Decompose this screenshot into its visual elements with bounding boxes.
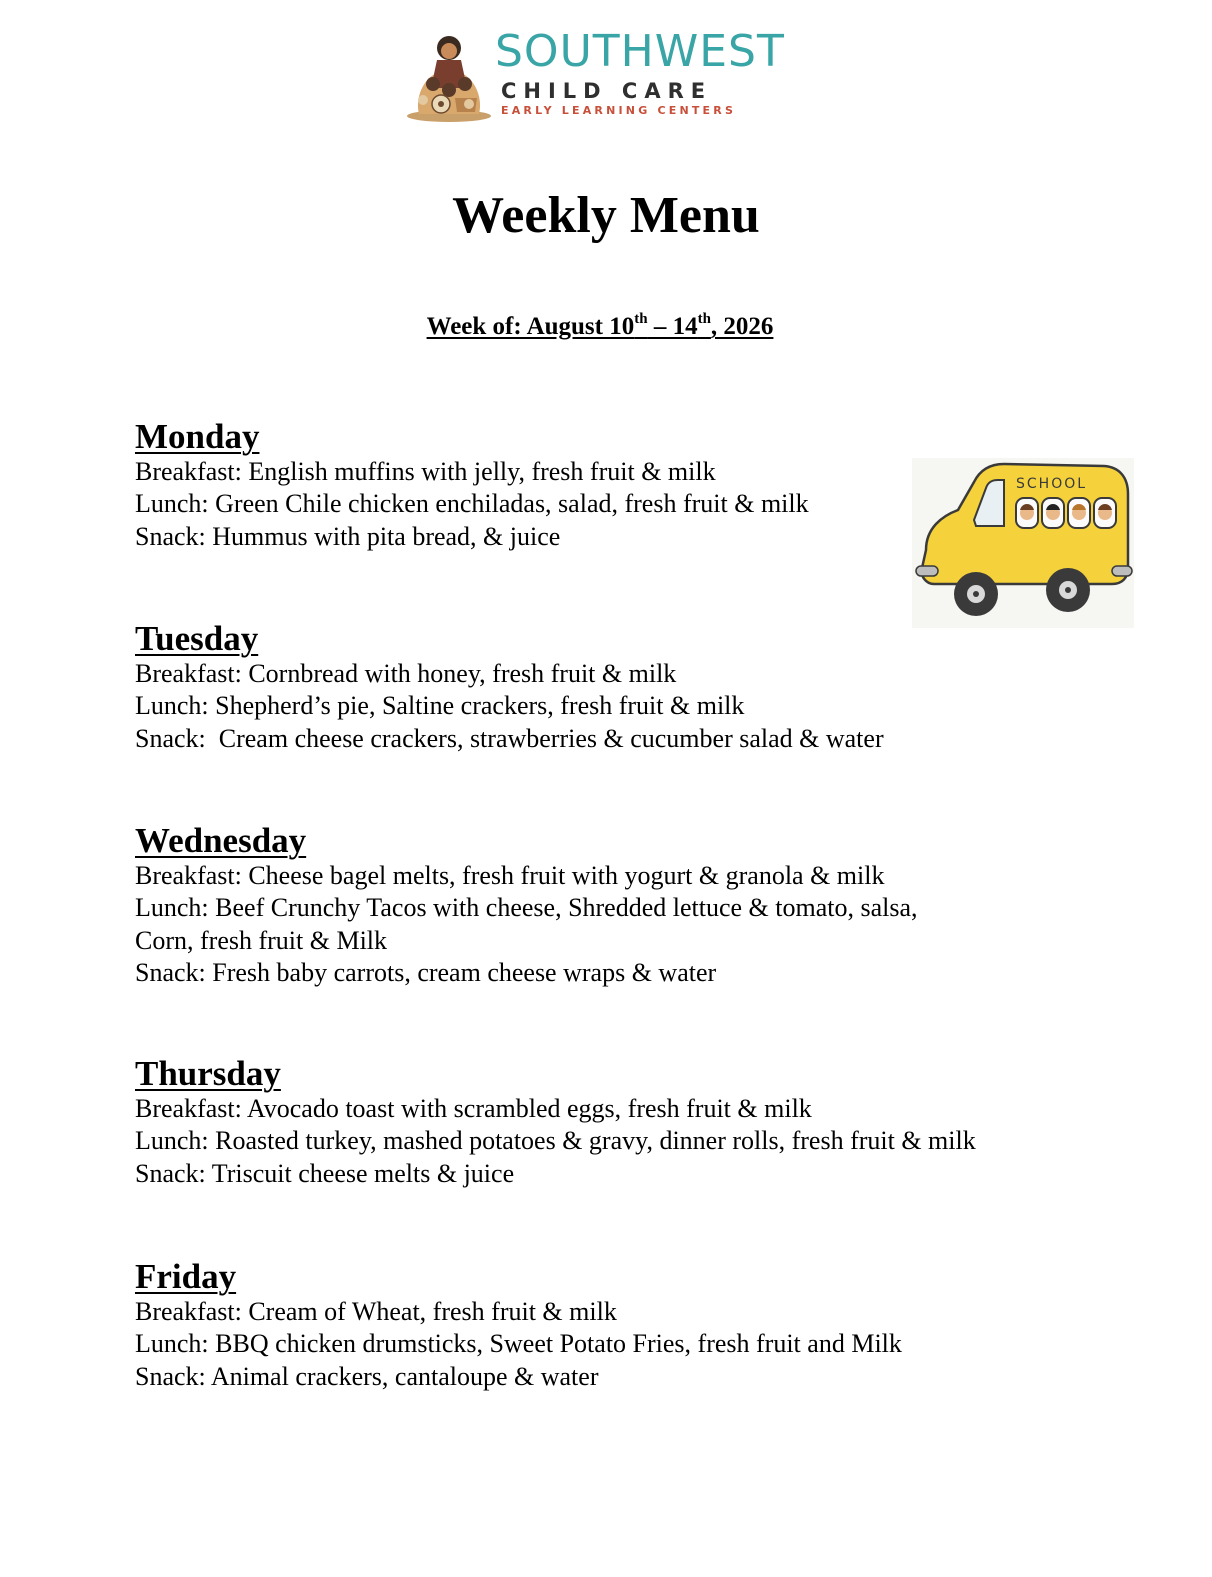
day-section-tuesday — [135, 620, 1135, 755]
meal-snack: Snack: Hummus with pita bread, & juice — [135, 521, 561, 551]
day-heading: Friday — [135, 1257, 237, 1296]
meal-snack: Snack: Animal crackers, cantaloupe & water — [135, 1361, 599, 1391]
logo-name: SOUTHWEST — [495, 26, 785, 77]
school-bus-icon — [912, 458, 1134, 628]
meal-breakfast: Breakfast: Cheese bagel melts, fresh fruit with yogurt & granola & milk — [135, 861, 885, 890]
child-care-logo-icon — [405, 28, 493, 123]
day-section-friday — [135, 1258, 1135, 1393]
day-section-wednesday — [135, 822, 1135, 990]
meal-snack: Snack: Cream cheese crackers, strawberries & cucumber salad & water — [135, 723, 884, 753]
meal-lunch-continued: Corn, fresh fruit & Milk — [135, 925, 388, 955]
meal-snack: Snack: Fresh baby carrots, cream cheese wraps & water — [135, 958, 717, 988]
week-sup-2: th — [697, 311, 711, 327]
meal-breakfast: Breakfast: Avocado toast with scrambled eggs, fresh fruit & milk — [135, 1094, 812, 1123]
week-sup-1: th — [634, 311, 648, 327]
meal-lunch: Lunch: Beef Crunchy Tacos with cheese, Shredded lettuce & tomato, salsa, — [135, 893, 918, 923]
week-of-heading — [0, 310, 1200, 344]
day-heading: Thursday — [135, 1054, 281, 1093]
meal-lunch: Lunch: Green Chile chicken enchiladas, salad, fresh fruit & milk — [135, 489, 809, 519]
meal-lunch: Lunch: Roasted turkey, mashed potatoes & gravy, dinner rolls, fresh fruit & milk — [135, 1126, 976, 1156]
week-middle: – 14 — [647, 313, 698, 340]
day-heading: Tuesday — [135, 619, 259, 658]
day-heading: Monday — [135, 417, 260, 456]
week-prefix: Week of: August 10 — [426, 313, 635, 340]
day-section-thursday — [135, 1055, 1135, 1190]
meal-snack: Snack: Triscuit cheese melts & juice — [135, 1158, 515, 1188]
page-title: Weekly Menu — [452, 187, 760, 244]
meal-breakfast: Breakfast: English muffins with jelly, fresh fruit & milk — [135, 457, 716, 486]
meal-lunch: Lunch: BBQ chicken drumsticks, Sweet Potato Fries, fresh fruit and Milk — [135, 1329, 902, 1359]
week-suffix: , 2026 — [710, 313, 774, 340]
day-heading: Wednesday — [135, 821, 307, 860]
logo-tagline: EARLY LEARNING CENTERS — [501, 104, 737, 117]
meal-breakfast: Breakfast: Cream of Wheat, fresh fruit & milk — [135, 1297, 617, 1326]
logo-subname: CHILD CARE — [501, 79, 713, 103]
logo — [405, 26, 785, 126]
bus-label: SCHOOL — [1016, 476, 1088, 492]
meal-breakfast: Breakfast: Cornbread with honey, fresh fruit & milk — [135, 659, 677, 688]
meal-lunch: Lunch: Shepherd’s pie, Saltine crackers, fresh fruit & milk — [135, 691, 745, 721]
